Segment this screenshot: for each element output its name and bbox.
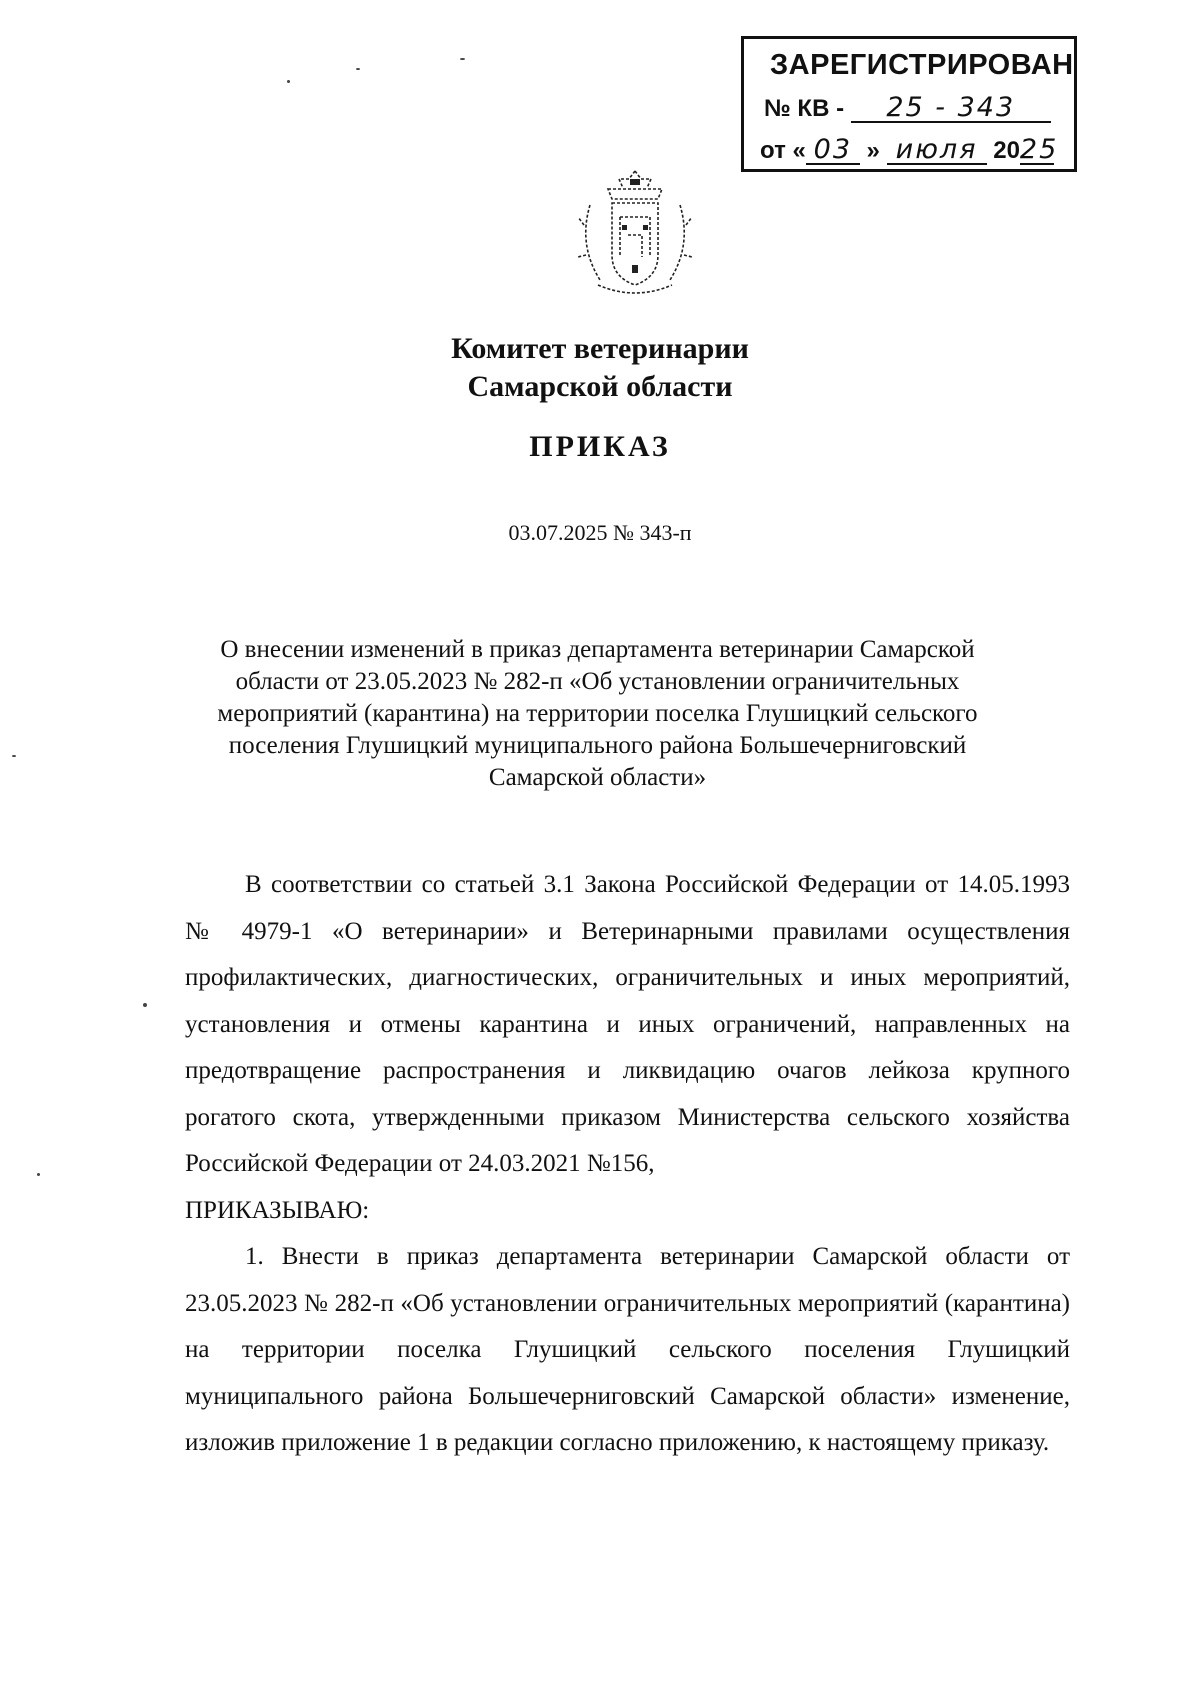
- document-subject: О внесении изменений в приказ департамента ветеринарии Самарской области от 23.05.2023 № 282-п «Об установлении ограничительных мероприятий (карантина) на территории поселка Глушицкий сельского поселения Глушицкий муниципального района Большечерниговский Самарской области»: [217, 636, 978, 791]
- scan-speck: [460, 58, 465, 60]
- organization-name: [0, 330, 1200, 406]
- scan-speck: [356, 68, 360, 70]
- document-body: [185, 862, 1070, 1467]
- stamp-number-prefix: № КВ -: [764, 95, 845, 122]
- scan-speck: [287, 80, 290, 83]
- registration-stamp: [741, 36, 1077, 172]
- order-word: ПРИКАЗЫВАЮ:: [185, 1196, 370, 1224]
- stamp-title: ЗАРЕГИСТРИРОВАН: [770, 49, 1074, 81]
- scan-speck: [37, 1173, 40, 1176]
- stamp-date-day: 03: [806, 137, 860, 165]
- stamp-date-prefix: от «: [760, 137, 806, 164]
- coat-of-arms-icon: [570, 165, 700, 300]
- order-item-1: 1. Внести в приказ департамента ветеринарии Самарской области от 23.05.2023 № 282-п «Об установлении ограничительных мероприятий (карантина) на территории поселка Глушицкий сельского поселения Глушицкий муниципального района Большечерниговский Самарской области» изменение, изложив приложение 1 в редакции согласно приложению, к настоящему приказу.: [185, 1243, 1070, 1456]
- preamble-paragraph: В соответствии со статьей 3.1 Закона Российской Федерации от 14.05.1993 № 4979-1 «О ветеринарии» и Ветеринарными правилами осуществления профилактических, диагностических, ограничительных и иных мероприятий, установления и отмены карантина и иных ограничений, направленных на предотвращение распространения и ликвидацию очагов лейкоза крупного рогатого скота, утвержденными приказом Министерства сельского хозяйства Российской Федерации от 24.03.2021 №156,: [185, 871, 1070, 1177]
- stamp-date-mid: »: [866, 137, 880, 164]
- document-date-number: 03.07.2025 № 343-п: [508, 520, 692, 545]
- document-type: ПРИКАЗ: [529, 430, 671, 463]
- stamp-date-year-prefix: 20: [993, 137, 1020, 164]
- scan-speck: [143, 1003, 147, 1007]
- org-line-1: Комитет ветеринарии: [451, 332, 749, 365]
- org-line-2: Самарской области: [467, 370, 733, 403]
- stamp-number-value: 25 - 343: [851, 95, 1051, 123]
- stamp-date-row: [760, 134, 1059, 165]
- scan-speck: [12, 755, 16, 757]
- stamp-number-row: [764, 92, 1051, 123]
- stamp-date-month: июля: [887, 137, 987, 165]
- stamp-date-year-suffix: 25: [1019, 134, 1059, 165]
